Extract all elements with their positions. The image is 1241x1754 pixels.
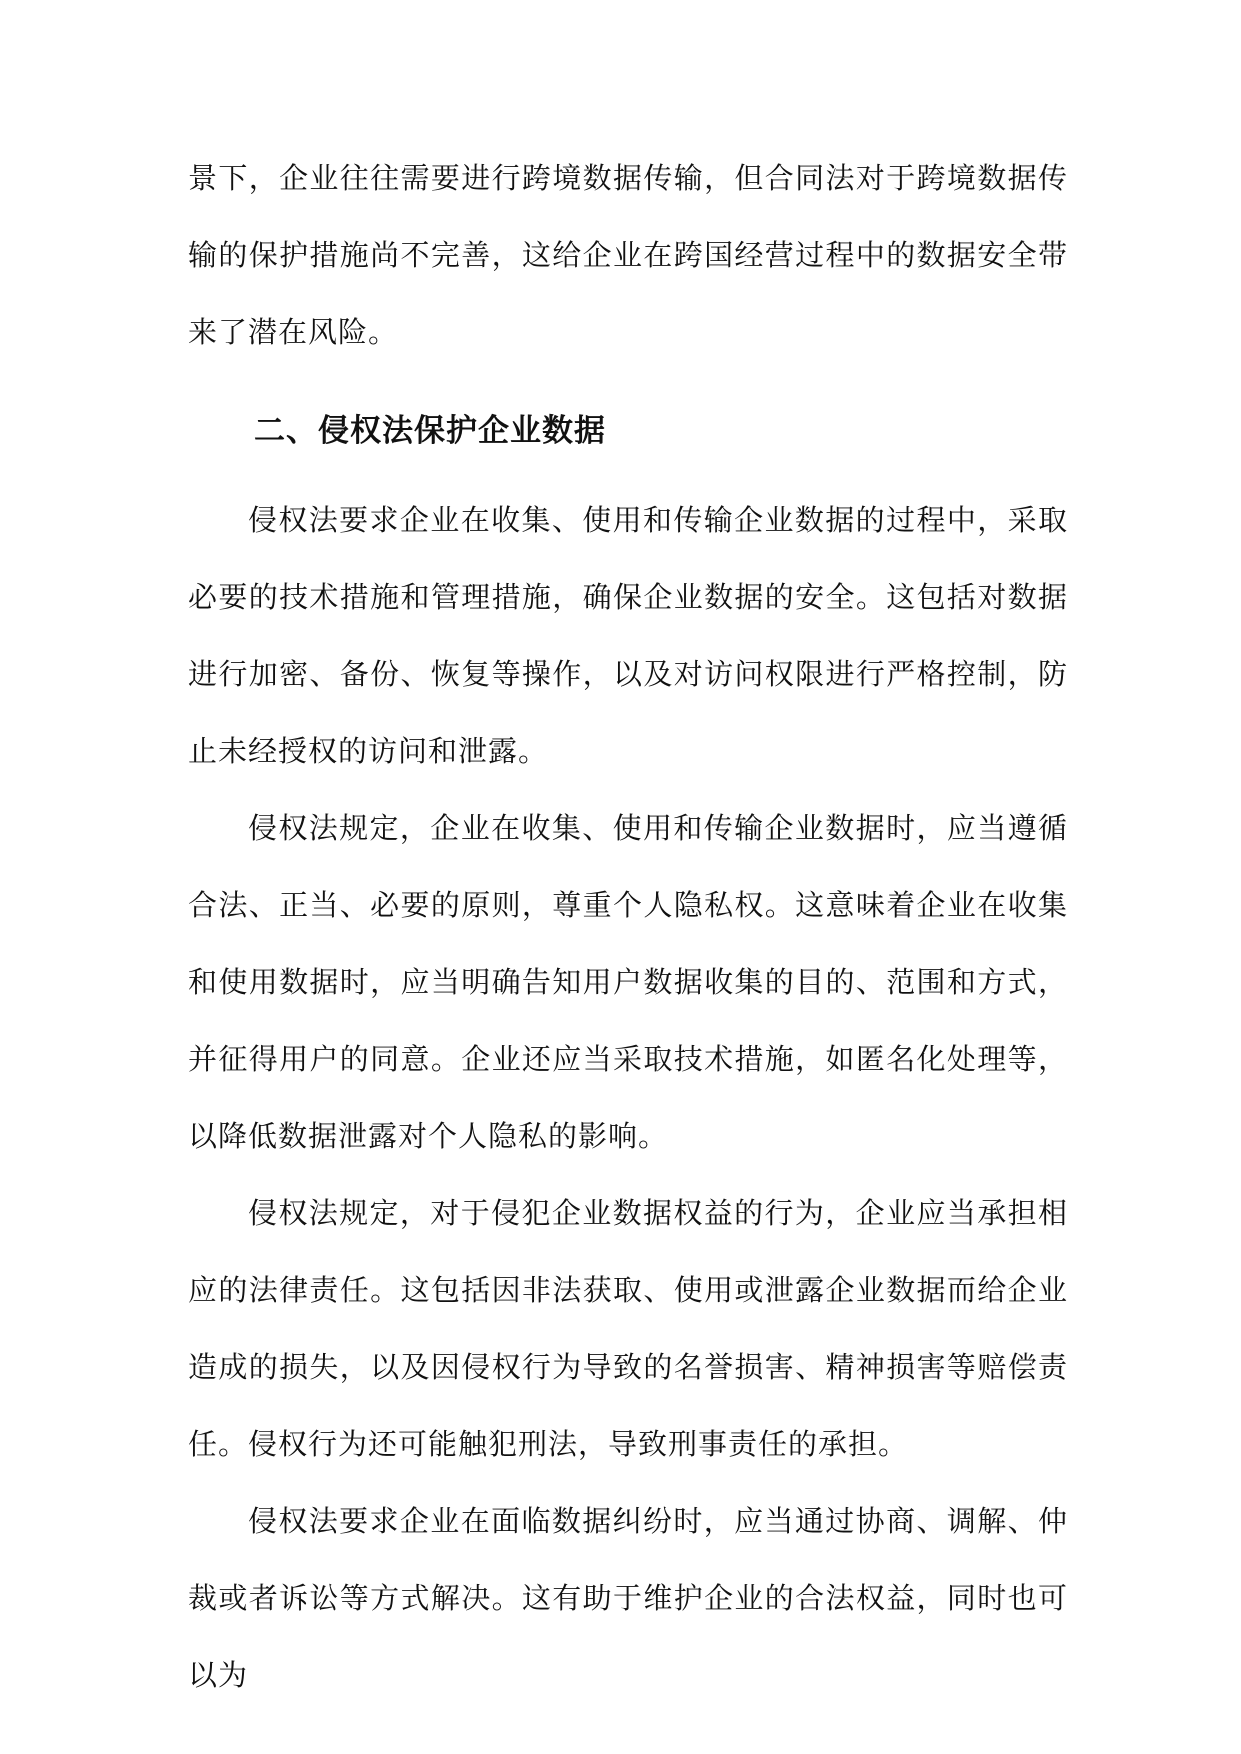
paragraph-continued: 景下，企业往往需要进行跨境数据传输，但合同法对于跨境数据传输的保护措施尚不完善，这给企业在跨国经营过程中的数据安全带来了潜在风险。 [188, 161, 1068, 349]
paragraph: 侵权法要求企业在面临数据纠纷时，应当通过协商、调解、仲裁或者诉讼等方式解决。这有助于维护企业的合法权益，同时也可以为 [188, 1504, 1068, 1692]
paragraph: 侵权法规定，对于侵犯企业数据权益的行为，企业应当承担相应的法律责任。这包括因非法获取、使用或泄露企业数据而给企业造成的损失，以及因侵权行为导致的名誉损害、精神损害等赔偿责任。侵权行为还可能触犯刑法，导致刑事责任的承担。 [188, 1196, 1068, 1461]
paragraph: 侵权法规定，企业在收集、使用和传输企业数据时，应当遵循合法、正当、必要的原则，尊重个人隐私权。这意味着企业在收集和使用数据时，应当明确告知用户数据收集的目的、范围和方式，并征得用户的同意。企业还应当采取技术措施，如匿名化处理等，以降低数据泄露对个人隐私的影响。 [188, 811, 1068, 1153]
page-content [188, 140, 1068, 1714]
section-heading: 二、侵权法保护企业数据 [254, 413, 606, 449]
paragraph: 侵权法要求企业在收集、使用和传输企业数据的过程中，采取必要的技术措施和管理措施，确保企业数据的安全。这包括对数据进行加密、备份、恢复等操作，以及对访问权限进行严格控制，防止未经授权的访问和泄露。 [188, 503, 1068, 768]
